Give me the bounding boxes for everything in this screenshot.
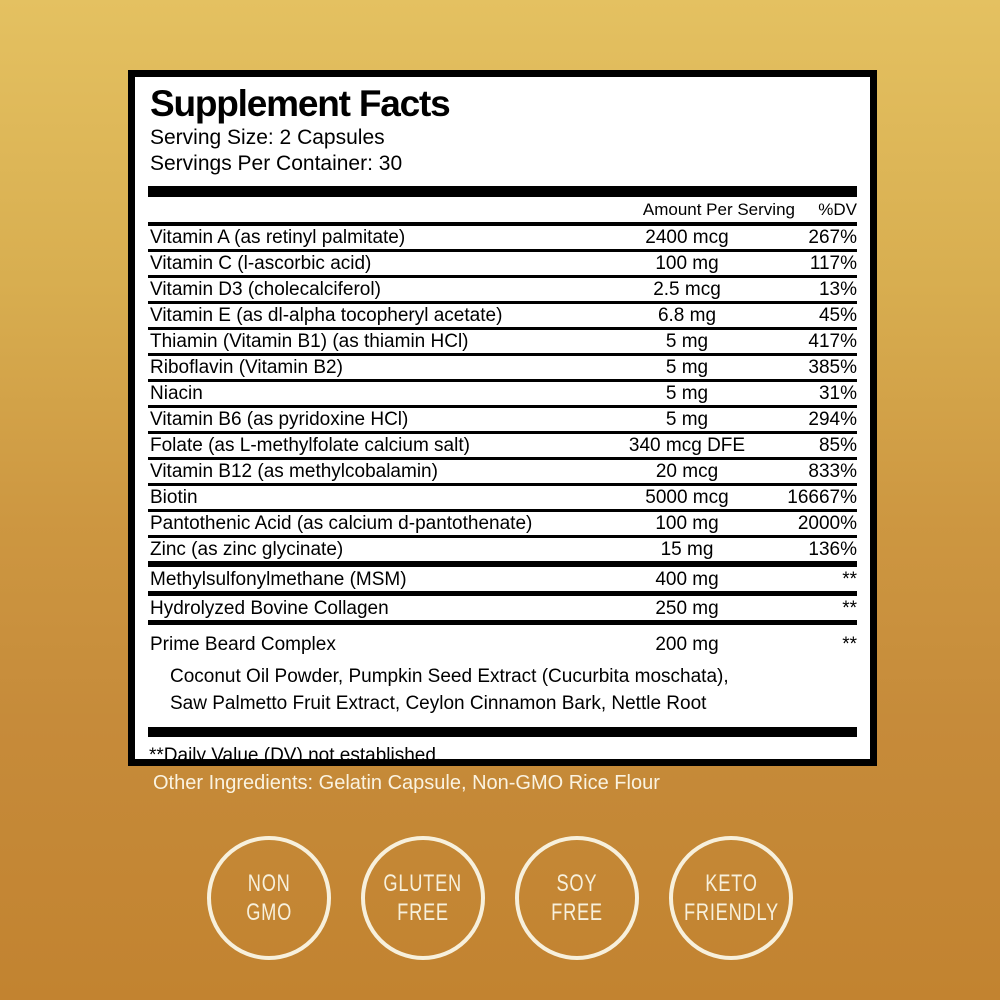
nutrient-dv: ** xyxy=(842,598,857,619)
complex-ingredients-line: Saw Palmetto Fruit Extract, Ceylon Cinnamon Bark, Nettle Root xyxy=(170,693,707,714)
nutrient-dv: 85% xyxy=(818,435,857,456)
badge-keto-friendly xyxy=(669,836,793,960)
nutrient-name: Niacin xyxy=(150,383,203,404)
supplement-facts-title: Supplement Facts xyxy=(150,83,450,124)
badge-label: NON xyxy=(247,870,291,897)
nutrient-dv: 136% xyxy=(808,539,857,560)
divider-thick-top xyxy=(148,186,857,197)
nutrient-amount: 5000 mcg xyxy=(645,487,729,508)
badge-label: FREE xyxy=(397,899,449,926)
badge-label: KETO xyxy=(704,870,758,897)
nutrient-row-thiamin xyxy=(148,330,857,356)
nutrient-amount: 400 mg xyxy=(655,569,719,590)
nutrient-amount: 250 mg xyxy=(655,598,719,619)
nutrient-name: Vitamin B12 (as methylcobalamin) xyxy=(150,461,438,482)
nutrient-amount: 5 mg xyxy=(665,383,709,404)
nutrient-name: Vitamin B6 (as pyridoxine HCl) xyxy=(150,409,409,430)
nutrient-dv: 267% xyxy=(808,227,857,248)
nutrient-name: Prime Beard Complex xyxy=(150,634,336,655)
nutrient-row-collagen xyxy=(148,596,857,625)
nutrient-row-vitamin-a xyxy=(148,226,857,252)
serving-size: Serving Size: 2 Capsules xyxy=(150,126,385,149)
badge-label: SOY xyxy=(556,870,598,897)
nutrient-name: Vitamin D3 (cholecalciferol) xyxy=(150,279,381,300)
nutrient-dv: 417% xyxy=(808,331,857,352)
nutrient-row-zinc xyxy=(148,538,857,567)
servings-per-container: Servings Per Container: 30 xyxy=(150,152,403,175)
badge-non-gmo xyxy=(207,836,331,960)
badge-label: FRIENDLY xyxy=(683,899,779,926)
nutrient-name: Pantothenic Acid (as calcium d-pantothenate) xyxy=(150,513,533,534)
nutrient-amount: 6.8 mg xyxy=(657,305,717,326)
nutrient-amount: 5 mg xyxy=(665,357,709,378)
nutrient-name: Vitamin E (as dl-alpha tocopheryl acetate) xyxy=(150,305,503,326)
nutrient-amount: 2400 mcg xyxy=(645,227,729,248)
badge-gluten-free xyxy=(361,836,485,960)
column-header-row xyxy=(148,197,857,222)
nutrient-row-vitamin-d3 xyxy=(148,278,857,304)
nutrient-row-msm xyxy=(148,567,857,596)
nutrient-row-vitamin-e xyxy=(148,304,857,330)
nutrient-row-niacin xyxy=(148,382,857,408)
divider-thick-bottom xyxy=(148,727,857,737)
nutrient-amount: 15 mg xyxy=(660,539,714,560)
nutrient-dv: 31% xyxy=(818,383,857,404)
nutrient-dv: 117% xyxy=(809,253,857,274)
nutrient-name: Methylsulfonylmethane (MSM) xyxy=(150,569,407,590)
nutrient-amount: 5 mg xyxy=(665,331,709,352)
nutrient-row-pantothenic-acid xyxy=(148,512,857,538)
nutrient-row-vitamin-b6 xyxy=(148,408,857,434)
nutrient-name: Folate (as L-methylfolate calcium salt) xyxy=(150,435,470,456)
nutrient-dv: 16667% xyxy=(787,487,857,508)
badge-label: FREE xyxy=(551,899,603,926)
daily-value-footnote: **Daily Value (DV) not established. xyxy=(149,745,442,766)
nutrient-row-biotin xyxy=(148,486,857,512)
nutrient-amount: 5 mg xyxy=(665,409,709,430)
supplement-facts-panel xyxy=(128,70,877,766)
nutrient-row-folate xyxy=(148,434,857,460)
complex-ingredient-list xyxy=(148,663,857,717)
nutrient-dv: 45% xyxy=(818,305,857,326)
nutrient-dv: 13% xyxy=(818,279,857,300)
nutrient-dv: 2000% xyxy=(797,513,857,534)
nutrient-name: Riboflavin (Vitamin B2) xyxy=(150,357,343,378)
nutrient-name: Biotin xyxy=(150,487,198,508)
nutrient-name: Zinc (as zinc glycinate) xyxy=(150,539,344,560)
badge-label: GMO xyxy=(246,899,292,926)
nutrient-amount: 20 mcg xyxy=(655,461,719,482)
nutrient-row-riboflavin xyxy=(148,356,857,382)
nutrient-name: Hydrolyzed Bovine Collagen xyxy=(150,598,389,619)
nutrient-name: Vitamin A (as retinyl palmitate) xyxy=(150,227,406,248)
column-header-dv: %DV xyxy=(818,200,857,219)
complex-ingredients-line: Coconut Oil Powder, Pumpkin Seed Extract (Cucurbita moschata), xyxy=(170,666,729,687)
nutrient-dv: ** xyxy=(842,569,857,590)
badge-soy-free xyxy=(515,836,639,960)
nutrient-dv: 385% xyxy=(808,357,857,378)
nutrient-row-vitamin-c xyxy=(148,252,857,278)
nutrient-amount: 2.5 mcg xyxy=(653,279,721,300)
nutrient-dv: 833% xyxy=(808,461,857,482)
nutrient-name: Thiamin (Vitamin B1) (as thiamin HCl) xyxy=(150,331,469,352)
nutrient-name: Vitamin C (l-ascorbic acid) xyxy=(150,253,372,274)
other-ingredients-text: Other Ingredients: Gelatin Capsule, Non-GMO Rice Flour xyxy=(153,772,660,794)
badge-label: GLUTEN xyxy=(383,870,463,897)
nutrient-row-prime-beard-complex xyxy=(148,625,857,657)
nutrient-amount: 100 mg xyxy=(655,513,719,534)
nutrient-dv: 294% xyxy=(808,409,857,430)
nutrient-dv: ** xyxy=(842,634,857,655)
column-header-amount: Amount Per Serving xyxy=(642,200,795,219)
nutrient-amount: 200 mg xyxy=(655,634,719,655)
badge-row xyxy=(0,836,1000,960)
nutrient-row-vitamin-b12 xyxy=(148,460,857,486)
nutrient-amount: 340 mcg DFE xyxy=(628,435,746,456)
nutrient-amount: 100 mg xyxy=(655,253,719,274)
